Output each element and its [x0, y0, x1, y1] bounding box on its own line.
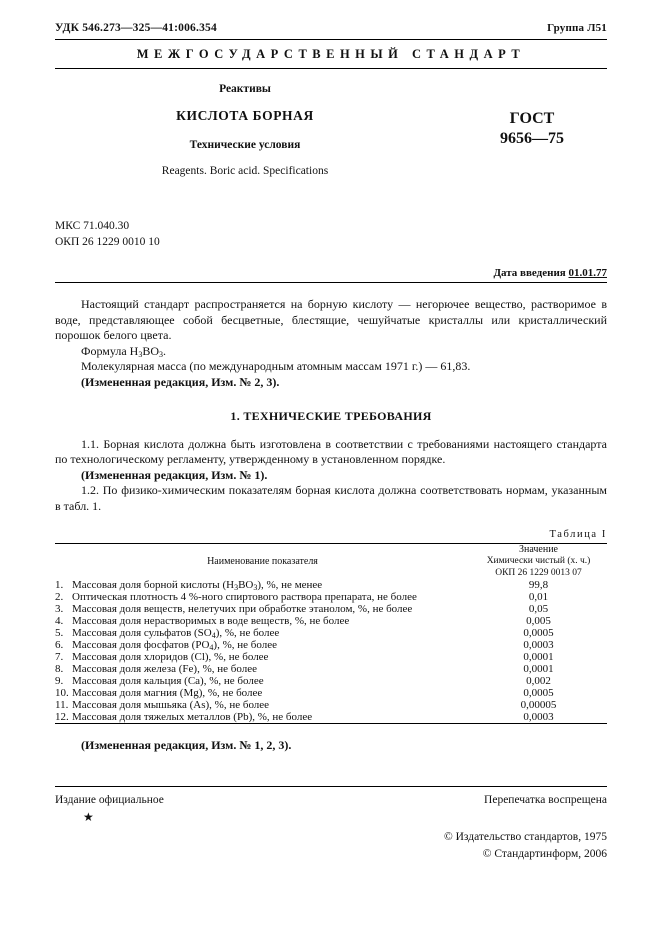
row-label: Массовая доля сульфатов $(SO_4)$, %, не более	[72, 627, 280, 641]
row-label: Массовая доля мышьяка (As), %, не более	[72, 699, 270, 712]
row-label: Оптическая плотность 4 %-ного спиртового раствора препарата, не более	[72, 591, 417, 604]
row-number: 5.	[55, 627, 64, 640]
specification-table	[55, 543, 607, 725]
gost-label: ГОСТ	[509, 110, 555, 127]
footer-official-edition: Издание официальное	[55, 794, 164, 806]
formula-sub-1: 3	[138, 349, 143, 359]
row-label: Массовая доля кальция (Ca), %, не более	[72, 675, 264, 688]
row-value: 0,0001	[523, 663, 554, 676]
row-number: 6.	[55, 639, 64, 652]
header-row	[55, 22, 607, 34]
title-specifications: Технические условия	[189, 139, 301, 151]
row-value: 0,0005	[523, 687, 554, 700]
group-code: Группа Л51	[547, 22, 607, 34]
title-block	[55, 83, 607, 201]
clause-1-1: 1.1. Борная кислота должна быть изготовлена в соответствии с требованиями настоящего стандарта по технологическому регламенту, утвержденному в установленном порядке.	[55, 436, 607, 467]
okp-code: ОКП 26 1229 0010 10	[55, 235, 160, 248]
row-name	[55, 675, 470, 687]
header-value-sub	[470, 555, 607, 580]
footer-reprint-prohibited: Перепечатка воспрещена	[484, 794, 607, 806]
row-name	[55, 579, 470, 591]
copyright-line-2: © Стандартинформ, 2006	[482, 847, 607, 860]
header-value-sub-line1: Химически чистый (х. ч.)	[486, 555, 591, 566]
title-reagents: Реактивы	[219, 83, 271, 95]
row-number: 7.	[55, 651, 64, 664]
mks-code: МКС 71.040.30	[55, 220, 130, 232]
row-number: 2.	[55, 591, 64, 604]
row-name	[55, 603, 470, 615]
footer-row	[55, 787, 607, 806]
formula-mid: ВО	[142, 343, 160, 358]
title-english: Reagents. Boric acid. Specifications	[161, 165, 329, 177]
header-indicator-name: Наименование показателя	[207, 555, 318, 567]
row-number: 11.	[55, 699, 69, 712]
table-row	[55, 675, 607, 687]
intro-date-line	[55, 267, 607, 279]
formula-sub-2: 3	[159, 349, 164, 359]
gost-number: 9656—75	[500, 130, 564, 147]
row-value: 0,002	[526, 675, 551, 688]
row-number: 3.	[55, 603, 64, 616]
row-label: Массовая доля тяжелых металлов (Pb), %, не более	[72, 711, 313, 724]
star-icon: ★	[83, 810, 94, 824]
row-value: 0,05	[528, 603, 549, 616]
row-name	[55, 639, 470, 651]
row-value: 0,0003	[523, 639, 554, 652]
clause-1-1-revision: (Измененная редакция, Изм. № 1).	[81, 467, 268, 482]
intro-paragraphs	[55, 297, 607, 391]
intro-formula	[55, 344, 607, 360]
table-caption: Таблица I	[549, 528, 607, 540]
standard-banner: МЕЖГОСУДАРСТВЕННЫЙ СТАНДАРТ	[136, 47, 526, 61]
table-row	[55, 711, 607, 724]
table-row	[55, 603, 607, 615]
row-value: 0,0001	[523, 651, 554, 664]
table-row	[55, 687, 607, 699]
gost-block	[457, 109, 607, 149]
intro-paragraph-1: Настоящий стандарт распространяется на борную кислоту — негорючее вещество, растворимое в воде, представляющее собой бесцветные, блестящие, чешуйчатые кристаллы или кристаллический порошок белого цвета.	[55, 297, 607, 343]
row-value: 0,0005	[523, 627, 554, 640]
row-label: Массовая доля железа (Fe), %, не более	[72, 663, 257, 676]
table-row	[55, 627, 607, 639]
row-number: 4.	[55, 615, 64, 628]
row-value: 99,8	[528, 579, 549, 592]
row-label: Массовая доля магния (Mg), %, не более	[72, 687, 263, 700]
table-revision-note: (Измененная редакция, Изм. № 1, 2, 3).	[81, 738, 292, 753]
row-value: 0,0003	[523, 711, 554, 724]
intro-date-label: Дата введения	[493, 267, 566, 280]
row-label: Массовая доля борной кислоты $(H_3BO_3)$, %, не менее	[72, 579, 323, 593]
row-name	[55, 663, 470, 675]
row-label: Массовая доля нерастворимых в воде веществ, %, не более	[72, 615, 350, 628]
row-name	[55, 591, 470, 603]
row-name	[55, 699, 470, 711]
row-name	[55, 651, 470, 663]
header-value: Значение	[518, 543, 558, 555]
table-row	[55, 663, 607, 675]
intro-date-value: 01.01.77	[568, 267, 607, 280]
title-product-name: КИСЛОТА БОРНАЯ	[176, 108, 314, 123]
row-name	[55, 627, 470, 639]
table-row	[55, 615, 607, 627]
table-row	[55, 591, 607, 603]
copyright-line-1: © Издательство стандартов, 1975	[443, 831, 607, 843]
row-number: 8.	[55, 663, 64, 676]
row-value: 0,005	[526, 615, 551, 628]
row-value: 0,01	[528, 591, 549, 604]
intro-molecular-mass: Молекулярная масса (по международным атомным массам 1971 г.) — 61,83.	[81, 359, 471, 374]
page-footer	[55, 786, 607, 862]
row-name	[55, 687, 470, 699]
row-number: 12.	[55, 711, 69, 724]
intro-revision-note: (Измененная редакция, Изм. № 2, 3).	[81, 375, 280, 389]
row-value: 0,00005	[520, 699, 557, 712]
formula-end: .	[163, 343, 167, 358]
table-row	[55, 639, 607, 651]
formula-prefix: Формула Н	[81, 343, 139, 358]
header-rule-bottom	[55, 68, 607, 69]
row-number: 1.	[55, 579, 64, 592]
row-label: Массовая доля веществ, нелетучих при обработке этанолом, %, не более	[72, 603, 413, 616]
table-header-row	[55, 543, 607, 555]
udk-code: УДК 546.273—325—41:006.354	[55, 22, 217, 34]
title-left	[55, 83, 435, 177]
codes-block	[55, 219, 607, 250]
row-number: 9.	[55, 675, 64, 688]
row-number: 10.	[55, 687, 69, 700]
clause-1-2: 1.2. По физико-химическим показателям борная кислота должна соответствовать нормам, указанным в табл. 1.	[55, 483, 607, 513]
section-1-title: 1. ТЕХНИЧЕСКИЕ ТРЕБОВАНИЯ	[230, 408, 432, 423]
header-value-sub-line2: ОКП 26 1229 0013 07	[495, 567, 582, 578]
intro-date-rule	[55, 282, 607, 283]
page-content	[55, 22, 607, 753]
row-name	[55, 711, 470, 724]
row-label: Массовая доля фосфатов $(PO_4)$, %, не более	[72, 639, 277, 653]
table-row	[55, 699, 607, 711]
table-row	[55, 579, 607, 591]
table-row	[55, 651, 607, 663]
copyright-block	[55, 829, 607, 862]
row-label: Массовая доля хлоридов (Cl), %, не более	[72, 651, 269, 664]
row-name	[55, 615, 470, 627]
